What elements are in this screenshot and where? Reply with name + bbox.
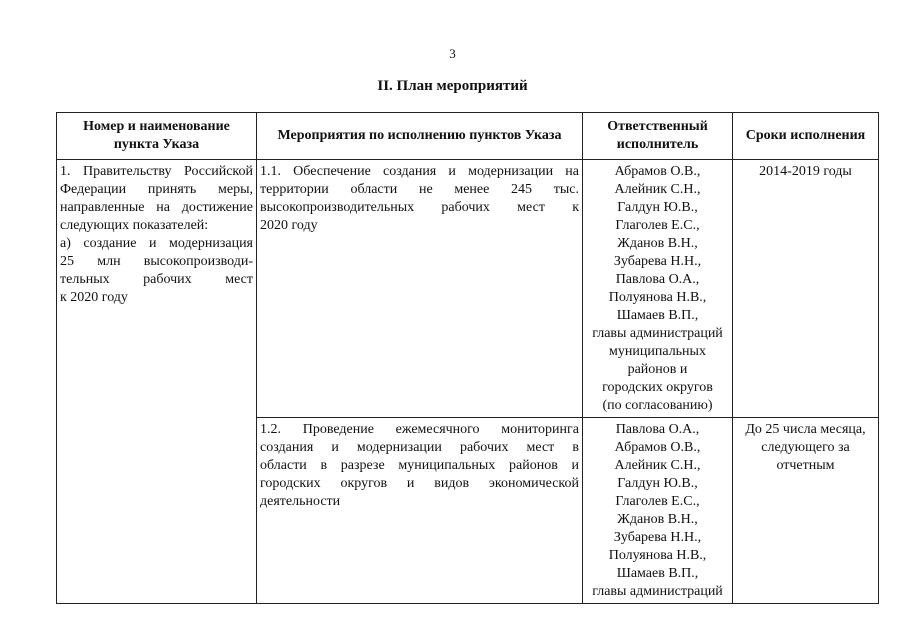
responsible-name: Галдун Ю.В., [617,200,698,215]
decree-line: 1. Правительству Российской [60,164,253,179]
responsible-name: Жданов В.Н., [617,236,698,251]
decree-line: тельных рабочих мест [60,272,253,287]
responsible-name: (по согласованию) [602,398,713,413]
responsible-name: районов и [627,362,688,377]
header-deadline: Сроки исполнения [733,113,879,160]
responsible-name: Полуянова Н.В., [608,548,707,563]
responsible-cell [583,160,733,418]
decree-line: Федерации принять меры, [60,182,253,197]
responsible-name: Глаголев Е.С., [615,218,700,233]
measure-line: городских округов и видов экономической [260,476,579,491]
responsible-name: муниципальных [609,344,706,359]
measure-line: создания и модернизации рабочих мест в [260,440,579,455]
table-header-row [57,113,879,160]
responsible-name: Глаголев Е.С., [615,494,700,509]
decree-line: к 2020 году [60,290,128,305]
responsible-name: Зубарева Н.Н., [613,254,702,269]
decree-line: 25 млн высокопроизводи- [60,254,253,269]
responsible-name: Алейник С.Н., [614,458,701,473]
responsible-name: Шамаев В.П., [616,308,699,323]
measure-line: 1.1. Обеспечение создания и модернизации на [260,164,579,179]
decree-item-cell [57,160,257,604]
responsible-name: городских округов [602,380,713,395]
deadline-text: следующего за [761,440,850,455]
page-number: 3 [449,46,456,61]
header-responsible: Ответственный исполнитель [583,113,733,160]
measure-line: территории области не менее 245 тыс. [260,182,579,197]
responsible-name: Шамаев В.П., [616,566,699,581]
measure-line: области в разрезе муниципальных районов и [260,458,579,473]
table-row [57,160,879,418]
action-plan-table [56,112,879,604]
responsible-name: Абрамов О.В., [614,440,701,455]
responsible-name: главы администраций [592,326,723,341]
deadline-cell [733,160,879,418]
decree-line: следующих показателей: [60,218,209,233]
header-decree-item: Номер и наименование пункта Указа [57,113,257,160]
deadline-text: 2014-2019 годы [759,164,852,179]
deadline-text: До 25 числа месяца, [745,422,866,437]
section-title: II. План мероприятий [377,78,528,94]
deadline-text: отчетным [776,458,835,473]
decree-item-text [60,163,253,307]
measure-line: высокопроизводительных рабочих мест к [260,200,579,215]
decree-line: а) создание и модернизация [60,236,253,251]
responsible-name: Полуянова Н.В., [608,290,707,305]
measure-cell [257,418,583,604]
responsible-name: Павлова О.А., [615,272,700,287]
measure-cell [257,160,583,418]
responsible-name: Галдун Ю.В., [617,476,698,491]
measure-line: 2020 году [260,218,318,233]
measure-line: деятельности [260,494,341,509]
measure-line: 1.2. Проведение ежемесячного мониторинга [260,422,579,437]
responsible-name: главы администраций [592,584,723,599]
responsible-name: Абрамов О.В., [614,164,701,179]
responsible-name: Алейник С.Н., [614,182,701,197]
responsible-cell [583,418,733,604]
deadline-cell [733,418,879,604]
responsible-name: Жданов В.Н., [617,512,698,527]
responsible-name: Зубарева Н.Н., [613,530,702,545]
responsible-name: Павлова О.А., [615,422,700,437]
decree-line: направленные на достижение [60,200,253,215]
header-measures: Мероприятия по исполнению пунктов Указа [257,113,583,160]
